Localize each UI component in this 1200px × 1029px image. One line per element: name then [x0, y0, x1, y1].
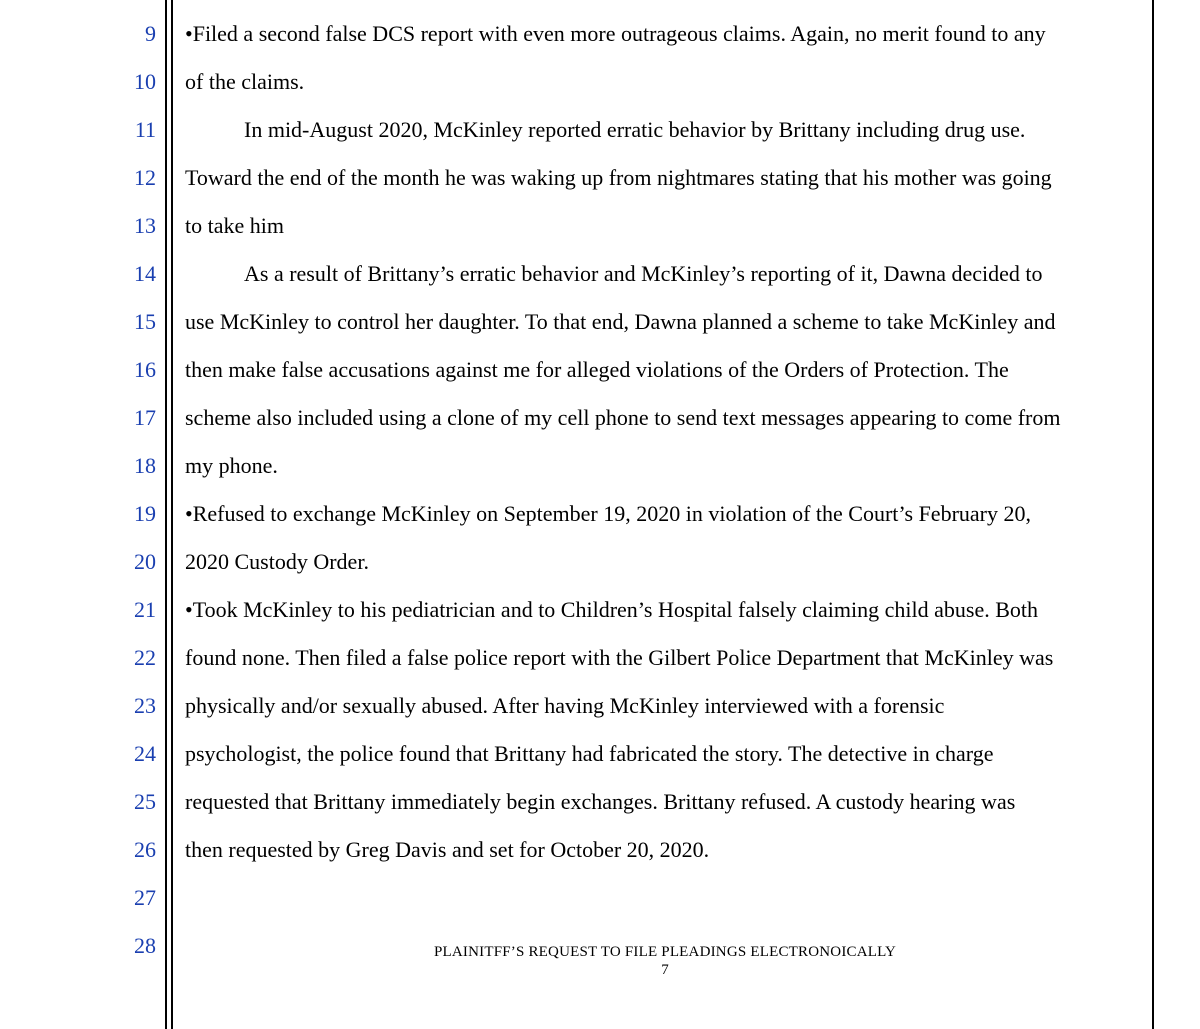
text-line: scheme also included using a clone of my cell phone to send text messages appearing to come from — [185, 405, 1061, 430]
line-number: 20 — [134, 549, 156, 574]
text-line: •Filed a second false DCS report with even more outrageous claims. Again, no merit found to any — [185, 21, 1046, 46]
right-margin-rule — [1152, 0, 1154, 1029]
text-line: use McKinley to control her daughter. To that end, Dawna planned a scheme to take McKinley and — [185, 309, 1056, 334]
line-number: 27 — [134, 885, 156, 910]
left-margin-rule-outer — [165, 0, 167, 1029]
text-line: my phone. — [185, 453, 278, 478]
text-line: requested that Brittany immediately begin exchanges. Brittany refused. A custody hearing was — [185, 789, 1016, 814]
line-number: 12 — [134, 165, 156, 190]
line-number: 28 — [134, 933, 156, 958]
line-number: 18 — [134, 453, 156, 478]
text-line: •Refused to exchange McKinley on September 19, 2020 in violation of the Court’s February 20, — [185, 501, 1031, 526]
text-line: psychologist, the police found that Brittany had fabricated the story. The detective in charge — [185, 741, 994, 766]
line-number: 26 — [134, 837, 156, 862]
line-number: 13 — [134, 213, 156, 238]
line-number: 16 — [134, 357, 156, 382]
text-line: to take him — [185, 213, 284, 238]
text-line: then requested by Greg Davis and set for October 20, 2020. — [185, 837, 710, 862]
footer-title: PLAINITFF’S REQUEST TO FILE PLEADINGS ELECTRONOICALLY — [433, 944, 897, 960]
footer-page-number: 7 — [661, 962, 669, 978]
line-number: 22 — [134, 645, 156, 670]
left-margin-rule-inner — [171, 0, 173, 1029]
line-number: 9 — [145, 21, 156, 46]
line-number: 14 — [134, 261, 156, 286]
line-number: 21 — [134, 597, 156, 622]
text-line: Toward the end of the month he was waking up from nightmares stating that his mother was going — [185, 165, 1052, 190]
text-line: physically and/or sexually abused. After having McKinley interviewed with a forensic — [185, 693, 945, 718]
line-number: 10 — [134, 69, 156, 94]
text-line: As a result of Brittany’s erratic behavior and McKinley’s reporting of it, Dawna decided to — [244, 261, 1043, 286]
text-line: then make false accusations against me for alleged violations of the Orders of Protection. The — [185, 357, 1009, 382]
text-line: 2020 Custody Order. — [185, 549, 369, 574]
text-line: found none. Then filed a false police report with the Gilbert Police Department that McKinley was — [185, 645, 1054, 670]
line-number: 19 — [134, 501, 156, 526]
line-number: 23 — [134, 693, 156, 718]
line-number: 25 — [134, 789, 156, 814]
line-number: 24 — [134, 741, 156, 766]
text-line: •Took McKinley to his pediatrician and to Children’s Hospital falsely claiming child abuse. Both — [185, 597, 1039, 622]
line-number: 15 — [134, 309, 156, 334]
text-line: In mid-August 2020, McKinley reported erratic behavior by Brittany including drug use. — [244, 117, 1026, 142]
line-number: 17 — [134, 405, 156, 430]
text-line: of the claims. — [185, 69, 305, 94]
line-number: 11 — [134, 117, 156, 142]
